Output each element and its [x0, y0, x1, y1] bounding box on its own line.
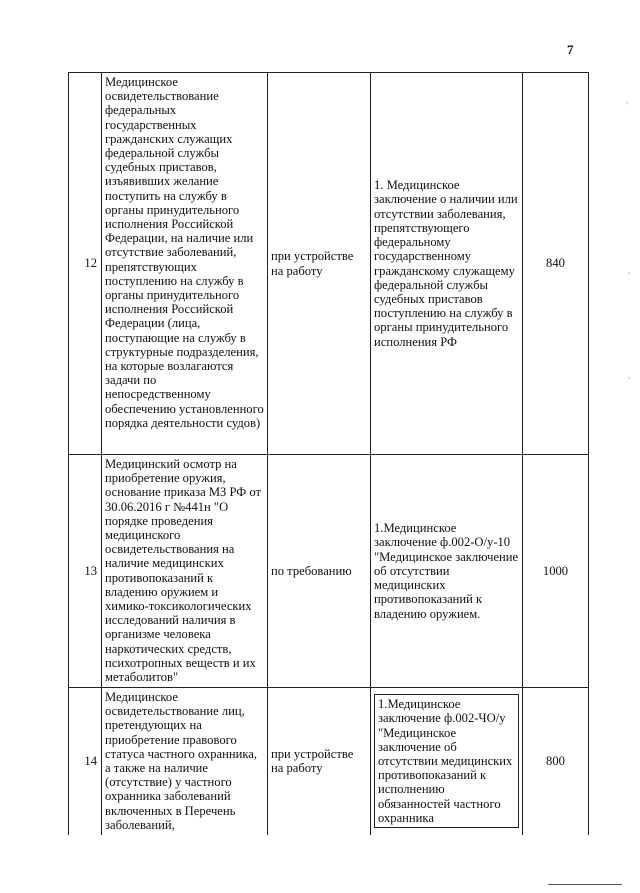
row-number: 12	[69, 73, 102, 455]
footer-rule	[548, 884, 622, 885]
margin-mark: ,	[626, 95, 629, 105]
row-number: 14	[69, 688, 102, 835]
service-document	[371, 688, 523, 835]
service-price: 800	[523, 688, 589, 835]
service-timing: при устройстве на работу	[268, 73, 371, 455]
document-box: 1.Медицинское заключение ф.002-ЧО/у "Медицинское заключение об отсутствии медицинских противопоказаний к исполнению обязанностей частного охранника	[374, 694, 519, 828]
page-number: 7	[567, 42, 574, 57]
service-name: Медицинское освидетельствование лиц, претендующих на приобретение правового статуса частного охранника, а также на наличие (отсутствие) у частного охранника заболеваний включенных в Перечень заболеваний,	[102, 688, 268, 835]
table-row	[69, 688, 589, 835]
service-price: 840	[523, 73, 589, 455]
service-document: 1. Медицинское заключение о наличии или отсутствии заболевания, препятствующего федеральному государственному гражданскому служащему федеральной службы судебных приставов поступлению на службу в органы принудительного исполнения РФ	[371, 73, 523, 455]
services-table	[68, 72, 589, 835]
service-name: Медицинский осмотр на приобретение оружия, основание приказа МЗ РФ от 30.06.2016 г №441н "О порядке проведения медицинского освидетельствования на наличие медицинских противопоказаний к владению оружием и химико-токсикологических исследований наличия в организме человека наркотических средств, психотропных веществ и их метаболитов"	[102, 455, 268, 688]
service-timing: по требованию	[268, 455, 371, 688]
service-price: 1000	[523, 455, 589, 688]
margin-mark: ,	[628, 265, 631, 275]
service-timing: при устройстве на работу	[268, 688, 371, 835]
table-row	[69, 73, 589, 455]
row-number: 13	[69, 455, 102, 688]
margin-mark: ,	[628, 370, 631, 380]
service-name: Медицинское освидетельствование федеральных государственных гражданских служащих федеральной службы судебных приставов, изъявивших желание поступить на службу в органы принудительного исполнения Российской Федерации, на наличие или отсутствие заболеваний, препятствующих поступлению на службу в органы принудительного исполнения Российской Федерации (лица, поступающие на службу в структурные подразделения, на которые возлагаются задачи по непосредственному обеспечению установленного порядка деятельности судов)	[102, 73, 268, 455]
table-row	[69, 455, 589, 688]
service-document: 1.Медицинское заключение ф.002-О/у-10 "Медицинское заключение об отсутствии медицинских противопоказаний к владению оружием.	[371, 455, 523, 688]
